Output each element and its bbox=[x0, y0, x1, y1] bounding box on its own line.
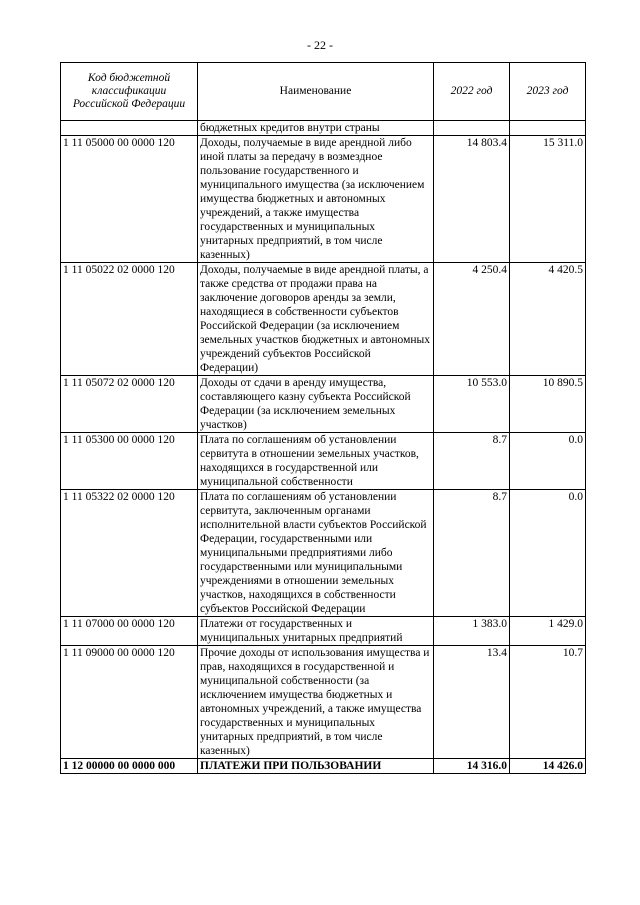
row-name: Платежи от государственных и муниципальных унитарных предприятий bbox=[198, 617, 434, 646]
row-name: Доходы, получаемые в виде арендной либо иной платы за передачу в возмездное пользование государственного и муниципального имущества (за исключением имущества бюджетных и автономных учреждений, а также имущества государственных и муниципальных унитарных предприятий, в том числе казенных) bbox=[198, 136, 434, 263]
row-name: ПЛАТЕЖИ ПРИ ПОЛЬЗОВАНИИ bbox=[198, 759, 434, 774]
page-number: - 22 - bbox=[307, 38, 333, 52]
header-2023: 2023 год bbox=[510, 63, 586, 121]
table-row bbox=[61, 617, 586, 646]
header-name: Наименование bbox=[198, 63, 434, 121]
table-row bbox=[61, 646, 586, 759]
row-code: 1 11 05022 02 0000 120 bbox=[61, 263, 198, 376]
table-row bbox=[61, 121, 586, 136]
row-value-2023 bbox=[510, 121, 586, 136]
table-row-total bbox=[61, 759, 586, 774]
row-value-2023: 10.7 bbox=[510, 646, 586, 759]
row-code: 1 11 09000 00 0000 120 bbox=[61, 646, 198, 759]
row-code: 1 12 00000 00 0000 000 bbox=[61, 759, 198, 774]
header-row bbox=[61, 63, 586, 121]
row-code: 1 11 05300 00 0000 120 bbox=[61, 433, 198, 490]
row-value-2022: 8.7 bbox=[434, 433, 510, 490]
row-code: 1 11 05072 02 0000 120 bbox=[61, 376, 198, 433]
header-code: Код бюджетной классификации Российской Федерации bbox=[61, 63, 198, 121]
row-code: 1 11 05000 00 0000 120 bbox=[61, 136, 198, 263]
row-value-2023: 0.0 bbox=[510, 490, 586, 617]
row-value-2022: 4 250.4 bbox=[434, 263, 510, 376]
row-value-2022: 14 803.4 bbox=[434, 136, 510, 263]
row-name: Плата по соглашениям об установлении сервитута, заключенным органами исполнительной власти субъектов Российской Федерации, государственными или муниципальными предприятиями либо государственными или муниципальными учреждениями в отношении земельных участков, находящихся в собственности субъектов Российской Федерации bbox=[198, 490, 434, 617]
row-value-2023: 1 429.0 bbox=[510, 617, 586, 646]
row-value-2022: 13.4 bbox=[434, 646, 510, 759]
row-name: Плата по соглашениям об установлении сервитута в отношении земельных участков, находящихся в государственной или муниципальной собственности bbox=[198, 433, 434, 490]
row-value-2022: 1 383.0 bbox=[434, 617, 510, 646]
row-value-2022 bbox=[434, 121, 510, 136]
table-row bbox=[61, 376, 586, 433]
row-value-2023: 10 890.5 bbox=[510, 376, 586, 433]
row-code: 1 11 05322 02 0000 120 bbox=[61, 490, 198, 617]
row-name: Доходы, получаемые в виде арендной платы, а также средства от продажи права на заключение договоров аренды за земли, находящиеся в собственности субъектов Российской Федерации (за исключением земельных участков бюджетных и автономных учреждений субъектов Российской Федерации) bbox=[198, 263, 434, 376]
row-name: Прочие доходы от использования имущества и прав, находящихся в государственной и муниципальной собственности (за исключением имущества бюджетных и автономных учреждений, а также имущества государственных и муниципальных унитарных предприятий, в том числе казенных) bbox=[198, 646, 434, 759]
table-row bbox=[61, 263, 586, 376]
row-value-2023: 14 426.0 bbox=[510, 759, 586, 774]
row-value-2022: 14 316.0 bbox=[434, 759, 510, 774]
table-row bbox=[61, 433, 586, 490]
row-value-2022: 10 553.0 bbox=[434, 376, 510, 433]
table-row bbox=[61, 490, 586, 617]
header-2022: 2022 год bbox=[434, 63, 510, 121]
row-value-2022: 8.7 bbox=[434, 490, 510, 617]
row-value-2023: 15 311.0 bbox=[510, 136, 586, 263]
row-name: бюджетных кредитов внутри страны bbox=[198, 121, 434, 136]
row-value-2023: 4 420.5 bbox=[510, 263, 586, 376]
row-code bbox=[61, 121, 198, 136]
row-value-2023: 0.0 bbox=[510, 433, 586, 490]
budget-table bbox=[60, 62, 586, 774]
row-name: Доходы от сдачи в аренду имущества, составляющего казну субъекта Российской Федерации (за исключением земельных участков) bbox=[198, 376, 434, 433]
table-row bbox=[61, 136, 586, 263]
row-code: 1 11 07000 00 0000 120 bbox=[61, 617, 198, 646]
